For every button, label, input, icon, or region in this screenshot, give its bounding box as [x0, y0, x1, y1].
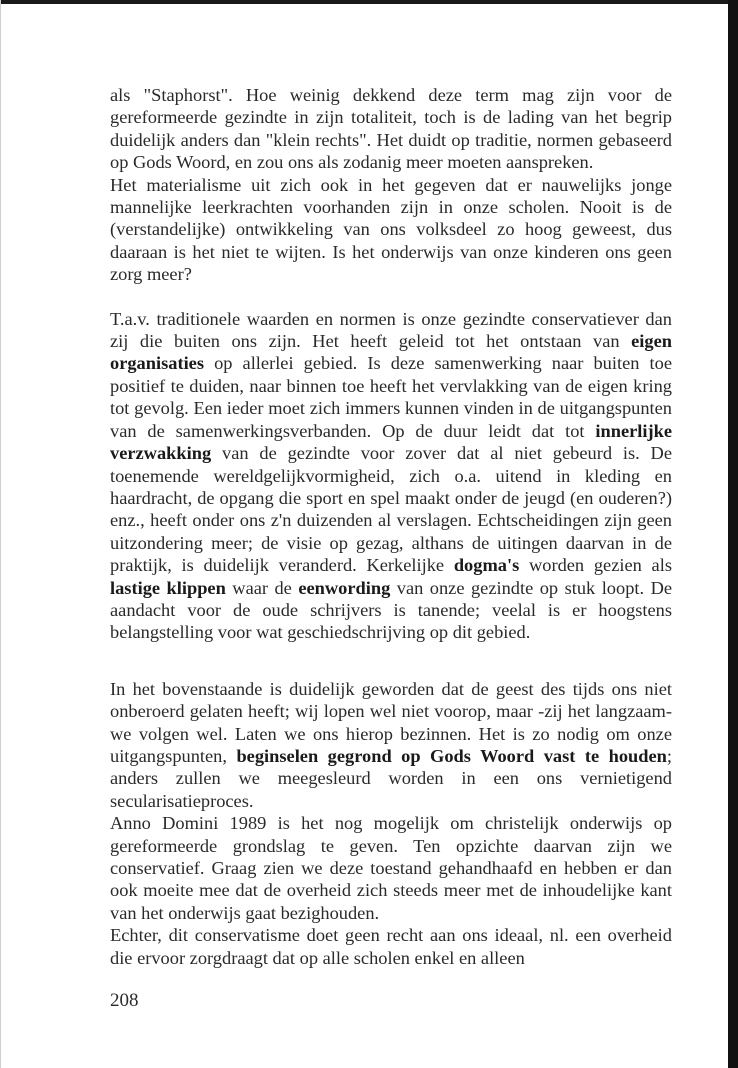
bold-text: beginselen gegrond op Gods Woord vast te houden [236, 745, 667, 766]
paragraph [110, 678, 672, 812]
bold-text: eenwording [298, 577, 391, 598]
text-run: waar de [225, 577, 299, 598]
scan-edge-right [728, 0, 738, 1068]
page-number: 208 [110, 990, 139, 1011]
bold-text: eigen organisaties [110, 331, 672, 374]
text-run: van onze gezindte op stuk loopt. De aandacht voor de oude schrijvers is tanende; veelal is er hoogstens belangstelling voor wat geschiedschrijving op dit gebied. [110, 577, 673, 643]
text-run: T.a.v. traditionele waarden en normen is onze gezindte conservatiever dan zij die buiten ons zijn. Het heeft geleid tot het ontstaan van [110, 308, 672, 352]
paragraph [110, 84, 672, 174]
text-run: Anno Domini 1989 is het nog mogelijk om christelijk onderwijs op gereformeerde grondslag te geven. Ten opzichte daarvan zijn we conservatief. Graag zien we deze toestand gehandhaafd en hebben er dan ook moeite mee dat de overheid zich steeds meer met de inhoudelijke kant van het onderwijs gaat bezighouden. [110, 813, 672, 923]
bold-text: lastige klippen [110, 577, 226, 598]
paragraph [110, 308, 672, 644]
text-run: van de gezindte voor zover dat al niet gebeurd is. De toenemende wereldgelijkvormigheid, zich o.a. uitend in kleding en haardracht, de opgang die sport en spel maakt onder de jeugd (en ouderen?) enz., heeft onder ons z'n duizenden al verslagen. Echtscheidingen zijn geen uitzondering meer; de visie op gezag, althans de uitingen daarvan in de praktijk, is duidelijk veranderd. Kerkelijke [110, 443, 672, 576]
text-run: Echter, dit conservatisme doet geen recht aan ons ideaal, nl. een overheid die ervoor zorgdraagt dat op alle scholen enkel en alleen [110, 925, 672, 968]
text-run: als "Staphorst". Hoe weinig dekkend deze term mag zijn voor de gereformeerde gezindte in zijn totaliteit, toch is de lading van het begrip duidelijk anders dan "klein rechts". Het duidt op traditie, normen gebaseerd op Gods Woord, en zou ons als zodanig meer moeten aanspreken. [110, 85, 672, 173]
text-run: Het materialisme uit zich ook in het gegeven dat er nauwelijks jonge mannelijke leerkrachten voorhanden zijn in onze scholen. Nooit is de (verstandelijke) ontwikkeling van ons volksdeel zo hoog geweest, dus daaraan is het niet te wijten. Is het onderwijs van onze kinderen ons geen zorg meer? [110, 174, 672, 285]
paragraph [110, 174, 672, 286]
paragraph [110, 812, 672, 924]
text-run: worden gezien als [519, 555, 672, 576]
text-run: In het bovenstaande is duidelijk geworden dat de geest des tijds ons niet onberoerd gelaten heeft; wij lopen wel niet voorop, maar -zij het langzaam- we volgen wel. Laten we ons hierop bezinnen. Het is zo nodig om onze uitgangspunten, [110, 678, 672, 766]
scan-edge-left [0, 0, 1, 1068]
bold-text: innerlijke verzwakking [110, 420, 672, 464]
scan-edge-top [0, 0, 738, 4]
text-run: ; anders zullen we meegesleurd worden in een ons vernietigend secularisatieproces. [110, 745, 672, 811]
paragraph [110, 924, 672, 969]
text-run: op allerlei gebied. Is deze samenwerking naar buiten toe positief te duiden, naar binnen toe heeft het vervlakking van de eigen kring tot gevolg. Een ieder moet zich immers kunnen vinden in de uitgangspunten van de samenwerkingsverbanden. Op de duur leidt dat tot [110, 353, 672, 441]
bold-text: dogma's [453, 555, 520, 576]
page-body [110, 84, 672, 969]
